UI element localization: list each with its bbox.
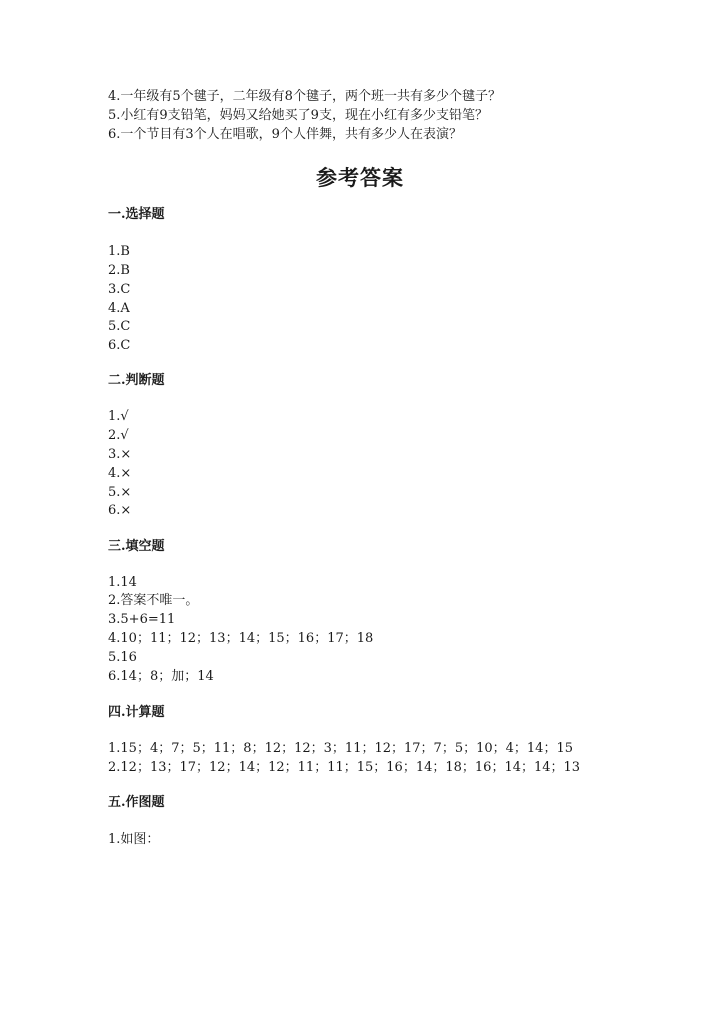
section-heading-drawing: 五.作图题	[108, 795, 165, 810]
answer-line: 2.答案不唯一。	[108, 593, 199, 608]
answer-line: 5.×	[108, 485, 132, 500]
answer-line: 1.15；4；7；5；11；8；12；12；3；11；12；17；7；5；10；4；14；15	[108, 741, 573, 756]
answer-line: 5.C	[108, 319, 131, 334]
section-heading-calculation: 四.计算题	[108, 705, 165, 720]
answer-line: 1.如图：	[108, 832, 160, 847]
answer-title: 参考答案	[316, 165, 404, 190]
answer-line: 4.×	[108, 466, 132, 481]
section-heading-fill-blank: 三.填空题	[108, 539, 165, 554]
answer-line: 2.√	[108, 428, 129, 443]
section-heading-choice: 一.选择题	[108, 207, 165, 222]
section-heading-judgement: 二.判断题	[108, 373, 165, 388]
answer-line: 4.10；11；12；13；14；15；16；17；18	[108, 631, 374, 646]
answer-line: 3.5+6=11	[108, 612, 176, 627]
answer-line: 2.B	[108, 263, 130, 278]
answer-line: 2.12；13；17；12；14；12；11；11；15；16；14；18；16；14；14；13	[108, 760, 581, 775]
answer-line: 6.×	[108, 503, 132, 518]
answer-line: 1.√	[108, 409, 129, 424]
question-line: 6.一个节目有3个人在唱歌，9个人伴舞，共有多少人在表演？	[108, 127, 462, 142]
answer-line: 5.16	[108, 650, 137, 665]
answer-line: 4.A	[108, 301, 130, 316]
question-line: 5.小红有9支铅笔，妈妈又给她买了9支，现在小红有多少支铅笔？	[108, 108, 488, 123]
question-line: 4.一年级有5个毽子，二年级有8个毽子，两个班一共有多少个毽子？	[108, 89, 501, 104]
answer-line: 3.×	[108, 447, 132, 462]
answer-line: 6.14；8；加；14	[108, 669, 214, 684]
answer-line: 1.B	[108, 244, 130, 259]
answer-line: 3.C	[108, 282, 131, 297]
answer-line: 1.14	[108, 575, 137, 590]
answer-line: 6.C	[108, 338, 131, 353]
